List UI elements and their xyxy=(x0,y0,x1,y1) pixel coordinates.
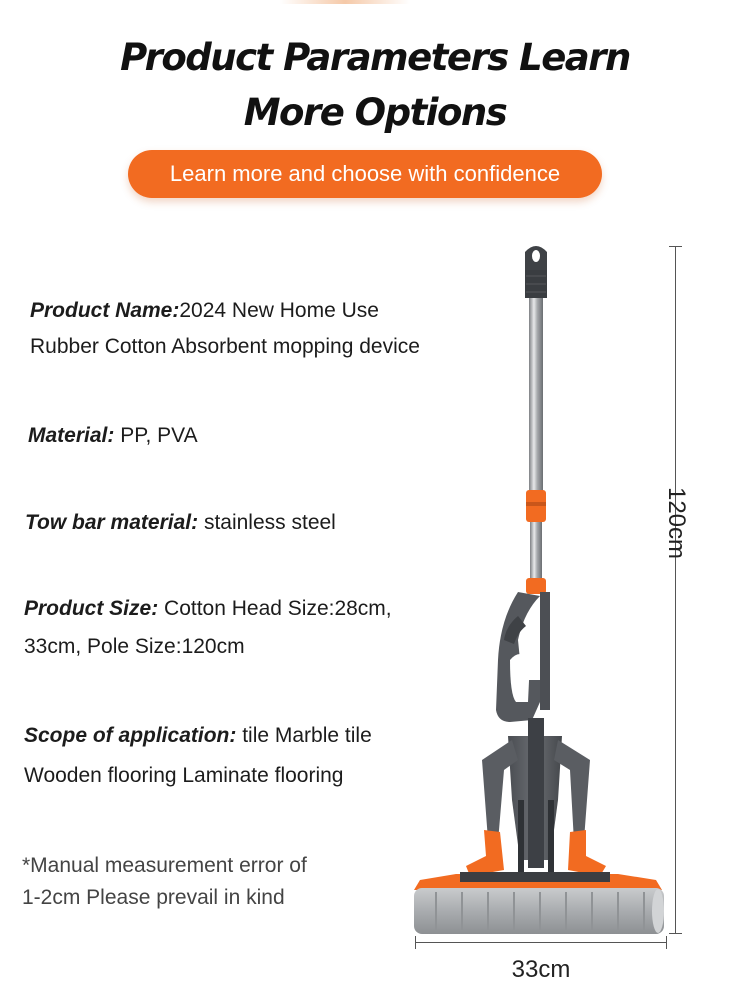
spec-scope xyxy=(24,716,372,796)
spec-value: stainless steel xyxy=(198,511,336,534)
spec-label: Product Name: xyxy=(30,299,180,322)
note-line-1: *Manual measurement error of xyxy=(22,854,307,877)
page-title xyxy=(0,30,750,140)
width-label: 33cm xyxy=(511,956,571,983)
height-dimension-line xyxy=(675,246,676,934)
title-line-2: More Options xyxy=(243,91,507,134)
spec-tow-bar xyxy=(25,505,336,541)
dimension-cap xyxy=(666,936,667,949)
confidence-banner: Learn more and choose with confidence xyxy=(128,150,602,198)
spec-value: 2024 New Home Use xyxy=(179,299,379,322)
spec-product-size xyxy=(24,590,392,666)
spec-value: 33cm, Pole Size:120cm xyxy=(24,635,245,658)
spec-label: Scope of application: xyxy=(24,724,237,747)
spec-label: Tow bar material: xyxy=(25,511,199,534)
spec-product-name xyxy=(30,293,420,365)
note-line-2: 1-2cm Please prevail in kind xyxy=(22,886,285,909)
dimension-cap xyxy=(669,246,682,247)
dimension-cap xyxy=(669,933,682,934)
title-line-1: Product Parameters Learn xyxy=(120,36,630,79)
measurement-note xyxy=(22,850,307,914)
mop-image xyxy=(400,240,680,940)
spec-value: Wooden flooring Laminate flooring xyxy=(24,764,344,787)
spec-value: tile Marble tile xyxy=(236,724,372,747)
width-dimension-line xyxy=(415,942,667,943)
top-accent-line xyxy=(280,0,410,4)
dimension-cap xyxy=(415,936,416,949)
spec-value: Rubber Cotton Absorbent mopping device xyxy=(30,335,420,358)
spec-label: Product Size: xyxy=(24,597,159,620)
spec-value: PP, PVA xyxy=(114,424,198,447)
spec-value: Cotton Head Size:28cm, xyxy=(158,597,392,620)
spec-label: Material: xyxy=(28,424,115,447)
height-label: 120cm xyxy=(663,486,690,560)
spec-material xyxy=(28,418,198,454)
